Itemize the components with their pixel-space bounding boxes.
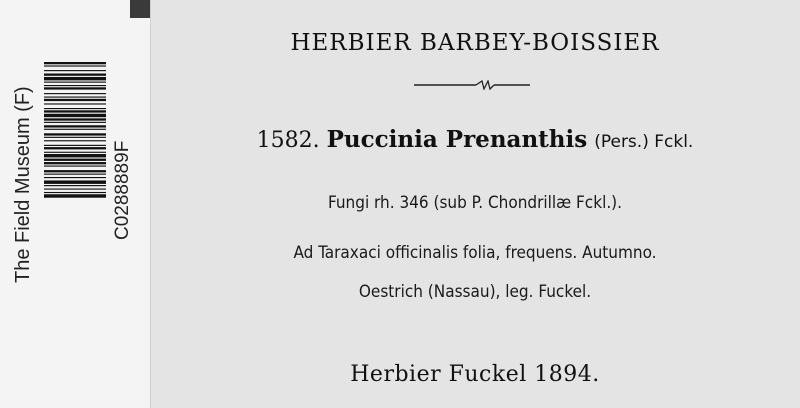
barcode-bar bbox=[44, 87, 106, 89]
herbarium-label bbox=[150, 0, 800, 408]
corner-mark bbox=[130, 0, 150, 18]
barcode-bar bbox=[44, 93, 106, 94]
barcode-bar bbox=[44, 152, 106, 153]
specimen-number: 1582. bbox=[256, 128, 320, 153]
locality-collector-line: Oestrich (Nassau), leg. Fuckel. bbox=[358, 282, 592, 302]
barcode-bar bbox=[44, 170, 106, 172]
barcode-bar bbox=[44, 103, 106, 104]
decorative-rule bbox=[412, 80, 532, 90]
barcode-bar bbox=[44, 77, 106, 80]
herbarium-header: HERBIER BARBEY-BOISSIER bbox=[290, 30, 660, 56]
barcode-bar bbox=[44, 65, 106, 66]
barcode-bar bbox=[44, 192, 106, 193]
barcode-bar bbox=[44, 70, 106, 71]
barcode-bar bbox=[44, 125, 106, 127]
species-authority: (Pers.) Fckl. bbox=[594, 132, 694, 152]
institution-text: The Field Museum (F) bbox=[12, 86, 34, 284]
barcode-bar bbox=[44, 166, 106, 167]
barcode-bar bbox=[44, 189, 106, 190]
barcode-bar bbox=[44, 110, 106, 112]
barcode-bar bbox=[44, 154, 106, 157]
barcode-bar bbox=[44, 74, 106, 76]
catalog-number: C0288889F bbox=[112, 140, 133, 240]
species-name: Puccinia Prenanthis bbox=[326, 126, 588, 153]
barcode-bar bbox=[44, 174, 106, 175]
barcode-bar bbox=[44, 162, 106, 164]
species-line bbox=[150, 126, 800, 153]
host-habitat-line: Ad Taraxaci officinalis folia, frequens. Autumno. bbox=[293, 243, 657, 263]
barcode-bar bbox=[44, 122, 106, 123]
barcode-bar bbox=[44, 62, 106, 64]
barcode-bar bbox=[44, 97, 106, 98]
barcode-label bbox=[0, 0, 151, 408]
barcode-bar bbox=[44, 114, 106, 117]
barcode-bar bbox=[44, 147, 106, 149]
barcode-bar bbox=[44, 185, 106, 186]
barcode-bar bbox=[44, 137, 106, 138]
barcode-bar bbox=[44, 145, 106, 146]
herbarium-footer: Herbier Fuckel 1894. bbox=[350, 362, 600, 387]
barcode-bar bbox=[44, 129, 106, 130]
barcode-bar bbox=[44, 194, 106, 197]
barcode bbox=[44, 62, 106, 320]
barcode-bar bbox=[44, 118, 106, 120]
barcode-bar bbox=[44, 82, 106, 83]
barcode-bar bbox=[44, 85, 106, 86]
exsiccata-line: Fungi rh. 346 (sub P. Chondrillæ Fckl.). bbox=[327, 193, 623, 213]
barcode-bar bbox=[44, 99, 106, 101]
barcode-bar bbox=[44, 180, 106, 183]
barcode-bar bbox=[44, 108, 106, 109]
barcode-bar bbox=[44, 177, 106, 178]
barcode-bar bbox=[44, 133, 106, 135]
barcode-bar bbox=[44, 159, 106, 161]
barcode-bar bbox=[44, 140, 106, 141]
